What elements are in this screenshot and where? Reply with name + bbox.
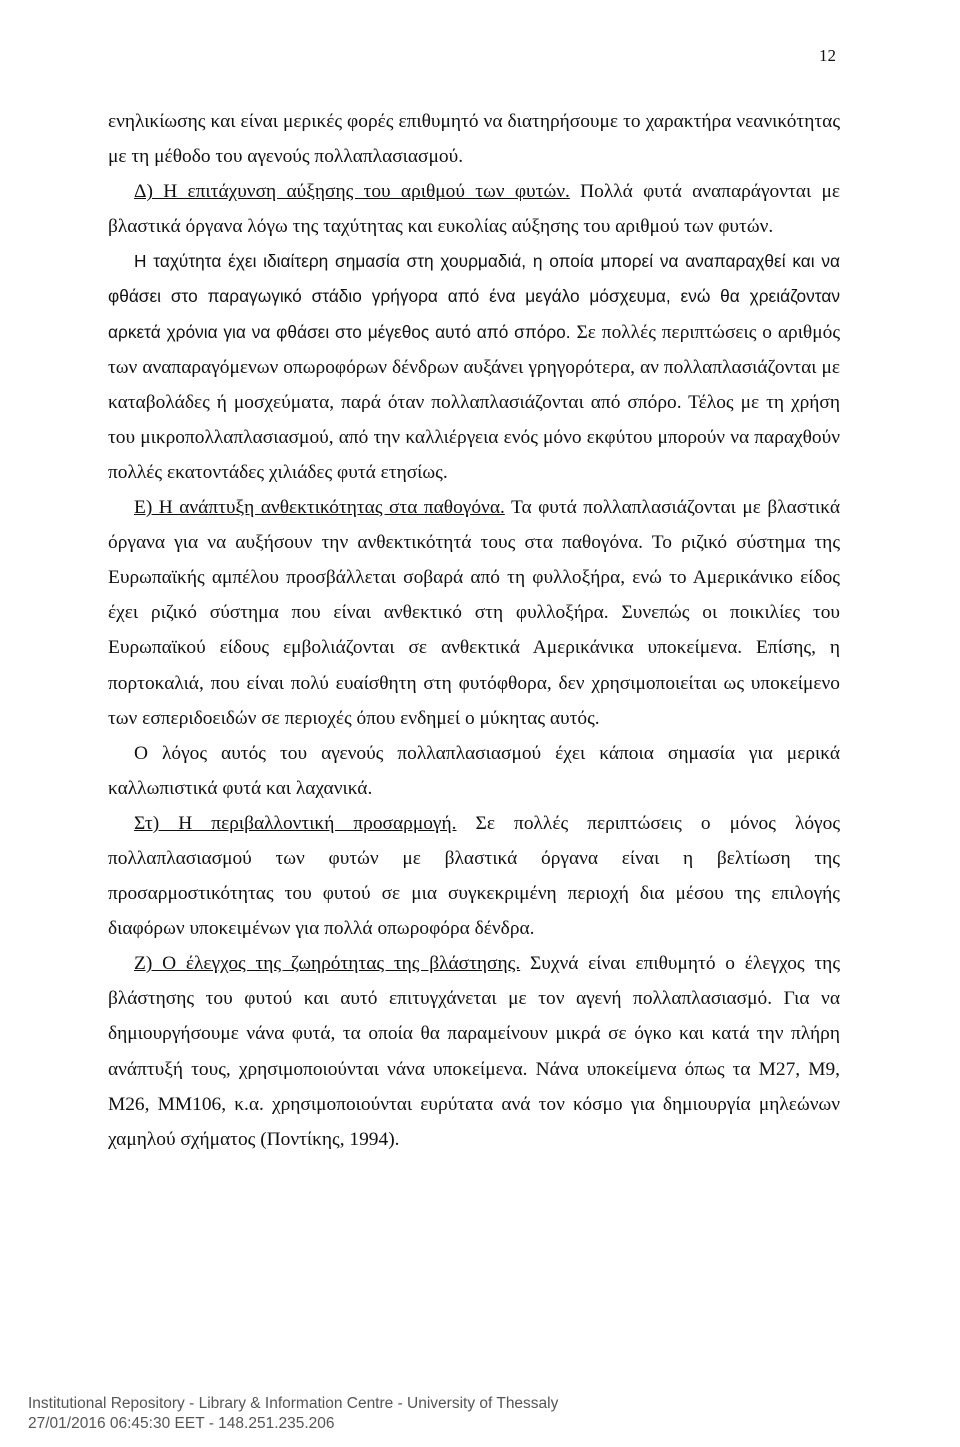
document-body (108, 104, 840, 1157)
paragraph-st-text: Σε πολλές περιπτώσεις ο μόνος λόγος πολλαπλασιασμού των φυτών με βλαστικά όργανα είναι η βελτίωση της προσαρμοστικότητας του φυτού σε μια συγκεκριμένη περιοχή δια μέσου της επιλογής διαφόρων υποκειμένων για πολλά οπωροφόρα δένδρα. (108, 812, 840, 940)
paragraph-intro: ενηλικίωσης και είναι μερικές φορές επιθυμητό να διατηρήσουμε το χαρακτήρα νεανικότητας με τη μέθοδο του αγενούς πολλαπλασιασμού. (108, 111, 840, 168)
paragraph-speed (108, 244, 840, 490)
section-heading-z: Ζ) Ο έλεγχος της ζωηρότητας της βλάστησης. (134, 953, 521, 975)
section-heading-st: Στ) Η περιβαλλοντική προσαρμογή. (134, 812, 457, 834)
paragraph-ornamental: Ο λόγος αυτός του αγενούς πολλαπλασιασμού έχει κάποια σημασία για μερικά καλλωπιστικά φυτά και λαχανικά. (108, 742, 840, 799)
paragraph-e-text: Τα φυτά πολλαπλασιάζονται με βλαστικά όργανα για να αυξήσουν την ανθεκτικότητά τους στα παθογόνα. Το ριζικό σύστημα της Ευρωπαϊκής αμπέλου προσβάλλεται σοβαρά από τη φυλλοξήρα, ενώ το Αμερικάνικο είδος έχει ριζικό σύστημα που είναι ανθεκτικό στη φυλλοξήρα. Συνεπώς οι ποικιλίες του Ευρωπαϊκού είδους εμβολιάζονται σε ανθεκτικά Αμερικάνικα υποκείμενα. Επίσης, η πορτοκαλιά, που είναι πολύ ευαίσθητη στη φυτόφθορα, δεν χρησιμοποιείται ως υποκείμενο των εσπεριδοειδών σε περιοχές όπου ενδημεί ο μύκητας αυτός. (108, 497, 840, 729)
page-number: 12 (819, 46, 836, 65)
paragraph-st (108, 806, 840, 946)
paragraph-speed-text: Σε πολλές περιπτώσεις ο αριθμός των αναπαραγόμενων οπωροφόρων δένδρων αυξάνει γρηγορότερα, αν πολλαπλασιάζονται με καταβολάδες ή μοσχεύματα, παρά όταν πολλαπλασιάζονται από σπόρο. Τέλος με τη χρήση του μικροπολλαπλασιασμού, από την καλλιέργεια ενός μόνο εκφύτου μπορούν να παραχθούν πολλές εκατοντάδες χιλιάδες φυτά ετησίως. (108, 321, 840, 483)
footer-timestamp-line: 27/01/2016 06:45:30 EET - 148.251.235.206 (28, 1415, 335, 1432)
paragraph-d-text: Πολλά φυτά αναπαράγονται με βλαστικά όργανα λόγω της ταχύτητας και ευκολίας αύξησης του αριθμού των φυτών. (108, 181, 840, 238)
paragraph-e (108, 490, 840, 736)
paragraph-d (108, 174, 840, 244)
repository-footer (28, 1394, 558, 1434)
section-heading-e: Ε) Η ανάπτυξη ανθεκτικότητας στα παθογόνα. (134, 497, 505, 519)
paragraph-z (108, 946, 840, 1157)
paragraph-speed-sans-text: Η ταχύτητα έχει ιδιαίτερη σημασία στη χουρμαδιά, η οποία μπορεί να αναπαραχθεί και να φθάσει στο παραγωγικό στάδιο γρήγορα από ένα μεγάλο μόσχευμα, ενώ θα χρειάζονταν αρκετά χρόνια για να φθάσει στο μέγεθος αυτό από σπόρο. (108, 251, 840, 342)
section-heading-d: Δ) Η επιτάχυνση αύξησης του αριθμού των φυτών. (134, 181, 570, 203)
footer-repository-line: Institutional Repository - Library & Information Centre - University of Thessaly (28, 1395, 559, 1412)
paragraph-z-text: Συχνά είναι επιθυμητό ο έλεγχος της βλάστησης του φυτού και αυτό επιτυγχάνεται με τον αγενή πολλαπλασιασμό. Για να δημιουργήσουμε νάνα φυτά, τα οποία θα παραμείνουν μικρά σε όγκο και κατά την πλήρη ανάπτυξή τους, χρησιμοποιούνται νάνα υποκείμενα. Νάνα υποκείμενα όπως τα Μ27, Μ9, Μ26, ΜΜ106, κ.α. χρησιμοποιούνται ευρύτατα ανά τον κόσμο για δημιουργία μηλεώνων χαμηλού σχήματος (Ποντίκης, 1994). (108, 953, 840, 1150)
